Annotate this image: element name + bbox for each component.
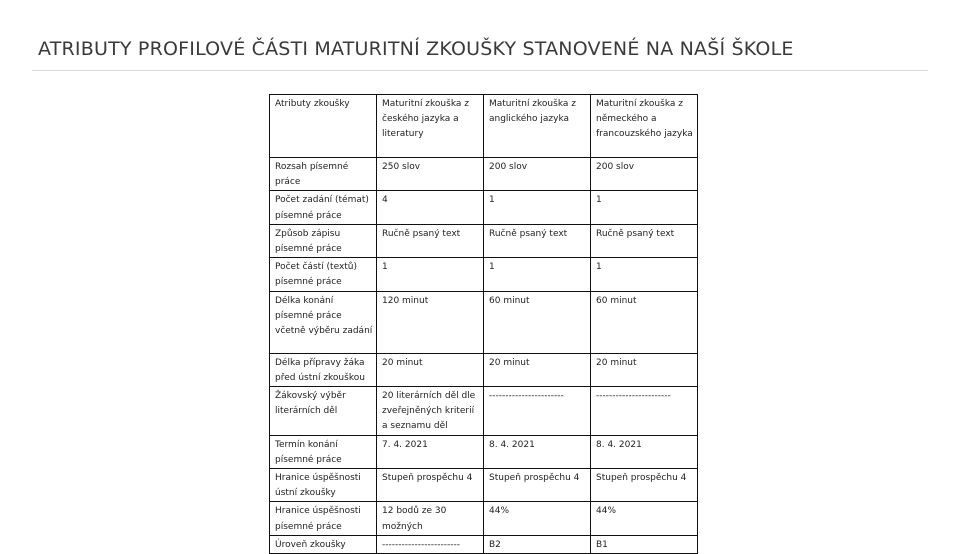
value-cell: ----------------------- (484, 387, 591, 436)
value-cell: Stupeň prospěchu 4 (591, 469, 698, 502)
table-row (270, 387, 698, 436)
attribute-cell: Způsob zápisu písemné práce (270, 224, 377, 257)
value-cell: Stupeň prospěchu 4 (377, 469, 484, 502)
table-row (270, 435, 698, 468)
table-header-row (270, 95, 698, 158)
header-cell: Atributy zkoušky (270, 95, 377, 158)
value-cell: 44% (591, 502, 698, 535)
value-cell: 12 bodů ze 30 možných (377, 502, 484, 535)
attribute-cell: Termín konání písemné práce (270, 435, 377, 468)
header-cell: Maturitní zkouška z německého a francouzského jazyka (591, 95, 698, 158)
value-cell: 250 slov (377, 158, 484, 191)
value-cell: 1 (591, 191, 698, 224)
page-title: ATRIBUTY PROFILOVÉ ČÁSTI MATURITNÍ ZKOUŠKY STANOVENÉ NA NAŠÍ ŠKOLE (38, 38, 794, 60)
value-cell: 7. 4. 2021 (377, 435, 484, 468)
value-cell: 8. 4. 2021 (591, 435, 698, 468)
attributes-table (269, 94, 698, 554)
value-cell: 44% (484, 502, 591, 535)
value-cell: 1 (484, 191, 591, 224)
attribute-cell: Počet částí (textů) písemné práce (270, 258, 377, 291)
table-row (270, 353, 698, 386)
attribute-cell: Hranice úspěšnosti ústní zkoušky (270, 469, 377, 502)
value-cell: ----------------------- (591, 387, 698, 436)
value-cell: 200 slov (484, 158, 591, 191)
value-cell: 60 minut (591, 291, 698, 353)
value-cell: ------------------------ (377, 535, 484, 553)
attribute-cell: Počet zadání (témat) písemné práce (270, 191, 377, 224)
value-cell: 200 slov (591, 158, 698, 191)
header-cell: Maturitní zkouška z českého jazyka a literatury (377, 95, 484, 158)
attribute-cell: Délka konání písemné práce včetně výběru zadání (270, 291, 377, 353)
value-cell: Stupeň prospěchu 4 (484, 469, 591, 502)
attribute-cell: Délka přípravy žáka před ústní zkouškou (270, 353, 377, 386)
title-divider (32, 70, 928, 71)
attribute-cell: Rozsah písemné práce (270, 158, 377, 191)
table-row (270, 224, 698, 257)
table-row (270, 469, 698, 502)
value-cell: 20 minut (377, 353, 484, 386)
value-cell: Ručně psaný text (484, 224, 591, 257)
value-cell: B2 (484, 535, 591, 553)
value-cell: 20 minut (591, 353, 698, 386)
value-cell: 120 minut (377, 291, 484, 353)
table-row (270, 535, 698, 553)
value-cell: Ručně psaný text (591, 224, 698, 257)
value-cell: 1 (484, 258, 591, 291)
header-cell: Maturitní zkouška z anglického jazyka (484, 95, 591, 158)
value-cell: 4 (377, 191, 484, 224)
table-row (270, 258, 698, 291)
value-cell: 60 minut (484, 291, 591, 353)
table-row (270, 291, 698, 353)
attribute-cell: Žákovský výběr literárních děl (270, 387, 377, 436)
table-row (270, 502, 698, 535)
attribute-cell: Hranice úspěšnosti písemné práce (270, 502, 377, 535)
value-cell: B1 (591, 535, 698, 553)
value-cell: 1 (591, 258, 698, 291)
table-row (270, 191, 698, 224)
value-cell: Ručně psaný text (377, 224, 484, 257)
value-cell: 8. 4. 2021 (484, 435, 591, 468)
value-cell: 20 literárních děl dle zveřejněných kriterií a seznamu děl (377, 387, 484, 436)
value-cell: 1 (377, 258, 484, 291)
value-cell: 20 minut (484, 353, 591, 386)
table-row (270, 158, 698, 191)
attribute-cell: Úroveň zkoušky (270, 535, 377, 553)
